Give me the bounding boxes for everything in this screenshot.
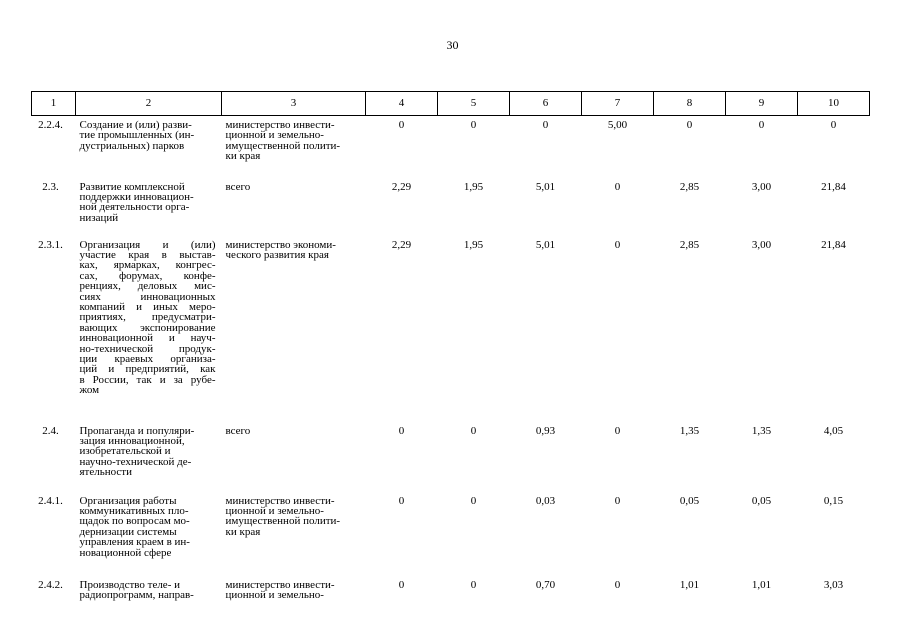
text-line: но-технической продук- — [79, 342, 216, 355]
header-cell-10: 10 — [798, 92, 870, 116]
row-value-col-5: 0 — [470, 494, 477, 507]
program-table — [31, 91, 870, 626]
text-line: ках, ярмарках, конгрес- — [79, 259, 216, 272]
text-line: дернизации системы — [79, 525, 177, 538]
row-value-col-4: 2,29 — [391, 180, 412, 193]
text-line: всего — [225, 180, 251, 193]
header-cell-4: 4 — [366, 92, 438, 116]
text-line: в России, так и за рубе- — [79, 373, 216, 386]
text-line: радиопрограмм, направ- — [79, 588, 194, 601]
text-line: вающих экспонирование — [79, 321, 216, 334]
text-line: дустриальных) парков — [79, 139, 185, 152]
text-line: министерство экономи- — [225, 238, 336, 251]
text-line: ятельности — [79, 466, 132, 479]
text-line: ной деятельности орга- — [79, 201, 190, 214]
row-value-col-4: 0 — [398, 424, 405, 437]
header-cell-5: 5 — [438, 92, 510, 116]
row-value-col-10: 0,15 — [823, 494, 844, 507]
row-responsible — [222, 422, 366, 492]
row-value-col-9: 0 — [758, 119, 765, 131]
text-line: зация инновационной, — [79, 434, 185, 447]
text-line: щадок по вопросам мо- — [79, 515, 190, 528]
header-cell-8: 8 — [654, 92, 726, 116]
row-value-col-9: 3,00 — [751, 238, 772, 251]
row-value-col-6: 0,93 — [535, 424, 556, 437]
text-line: компаний и иных меро- — [79, 300, 216, 313]
text-line: тие промышленных (ин- — [79, 129, 195, 142]
text-line: сиях инновационных — [79, 290, 216, 303]
row-value-col-10: 21,84 — [821, 238, 846, 251]
text-line: имущественной полити- — [225, 515, 341, 528]
row-value-col-6: 0,03 — [535, 494, 556, 507]
row-value-col-4: 0 — [398, 119, 405, 131]
text-line: низаций — [79, 211, 119, 224]
row-value-col-5: 1,95 — [463, 238, 484, 251]
row-code: 2.4.1. — [38, 494, 63, 507]
table-row — [32, 422, 870, 492]
row-value-col-4: 0 — [398, 494, 405, 507]
text-line: ции краевых организа- — [79, 352, 216, 365]
row-value-col-6: 0 — [542, 119, 549, 131]
row-value-col-10: 3,03 — [823, 578, 844, 591]
text-line: ционной и земельно- — [225, 588, 324, 601]
row-value-col-9: 1,01 — [751, 578, 772, 591]
row-value-col-7: 0 — [614, 424, 621, 437]
text-line: управления краем в ин- — [79, 536, 190, 549]
text-line: ционной и земельно- — [225, 129, 324, 142]
header-cell-2: 2 — [76, 92, 222, 116]
row-value-col-10: 21,84 — [821, 180, 846, 193]
text-line: коммуникативных пло- — [79, 504, 189, 517]
row-code: 2.3.1. — [38, 238, 63, 251]
row-value-col-4: 0 — [398, 578, 405, 591]
header-cell-1: 1 — [32, 92, 76, 116]
header-cell-6: 6 — [510, 92, 582, 116]
table-row — [32, 178, 870, 236]
text-line: научно-технической де- — [79, 455, 192, 468]
table-row — [32, 116, 870, 178]
text-line: приятиях, предусматри- — [79, 311, 216, 324]
header-row — [32, 92, 870, 116]
header-cell-9: 9 — [726, 92, 798, 116]
text-line: жом — [79, 384, 100, 397]
text-line: сах, форумах, конфе- — [79, 269, 216, 282]
table-row — [32, 576, 870, 626]
text-line: поддержки инновацион- — [79, 190, 194, 203]
row-value-col-4: 2,29 — [391, 238, 412, 251]
text-line: ционной и земельно- — [225, 504, 324, 517]
row-name — [76, 576, 222, 626]
row-value-col-7: 0 — [614, 238, 621, 251]
table-row — [32, 236, 870, 422]
row-value-col-6: 5,01 — [535, 180, 556, 193]
row-responsible — [222, 492, 366, 576]
row-responsible — [222, 576, 366, 626]
row-value-col-9: 1,35 — [751, 424, 772, 437]
row-name — [76, 178, 222, 236]
table-row — [32, 492, 870, 576]
text-line: Организация и (или) — [79, 238, 216, 251]
text-line: ренциях, деловых мис- — [79, 280, 216, 293]
row-value-col-8: 2,85 — [679, 238, 700, 251]
row-name — [76, 116, 222, 178]
text-line: ки края — [225, 150, 261, 163]
text-line: ций и предприятий, как — [79, 363, 216, 376]
text-line: всего — [225, 424, 251, 437]
row-name — [76, 422, 222, 492]
row-value-col-8: 1,01 — [679, 578, 700, 591]
text-line: новационной сфере — [79, 546, 172, 559]
header-cell-3: 3 — [222, 92, 366, 116]
row-value-col-5: 1,95 — [463, 180, 484, 193]
row-responsible — [222, 236, 366, 422]
text-line: Развитие комплексной — [79, 180, 185, 193]
row-code: 2.3. — [42, 180, 59, 193]
text-line: министерство инвести- — [225, 119, 335, 131]
text-line: Организация работы — [79, 494, 177, 507]
row-code: 2.2.4. — [38, 119, 63, 131]
row-value-col-10: 4,05 — [823, 424, 844, 437]
text-line: Производство теле- и — [79, 578, 180, 591]
row-value-col-5: 0 — [470, 424, 477, 437]
row-code: 2.4.2. — [38, 578, 63, 591]
row-name — [76, 236, 222, 422]
header-cell-7: 7 — [582, 92, 654, 116]
row-responsible — [222, 116, 366, 178]
row-code: 2.4. — [42, 424, 59, 437]
text-line: Создание и (или) разви- — [79, 119, 192, 131]
row-value-col-8: 2,85 — [679, 180, 700, 193]
row-value-col-5: 0 — [470, 119, 477, 131]
row-value-col-7: 0 — [614, 494, 621, 507]
text-line: Пропаганда и популяри- — [79, 424, 195, 437]
row-value-col-7: 0 — [614, 578, 621, 591]
row-responsible — [222, 178, 366, 236]
row-value-col-9: 0,05 — [751, 494, 772, 507]
text-line: инновационной и науч- — [79, 332, 216, 345]
text-line: ческого развития края — [225, 248, 329, 261]
row-value-col-6: 0,70 — [535, 578, 556, 591]
row-name — [76, 492, 222, 576]
row-value-col-8: 0 — [686, 119, 693, 131]
row-value-col-9: 3,00 — [751, 180, 772, 193]
text-line: министерство инвести- — [225, 494, 335, 507]
row-value-col-7: 0 — [614, 180, 621, 193]
text-line: изобретательской и — [79, 445, 171, 458]
row-value-col-8: 0,05 — [679, 494, 700, 507]
text-line: участие края в выстав- — [79, 248, 216, 261]
row-value-col-5: 0 — [470, 578, 477, 591]
row-value-col-10: 0 — [830, 119, 837, 131]
row-value-col-6: 5,01 — [535, 238, 556, 251]
text-line: имущественной полити- — [225, 139, 341, 152]
text-line: министерство инвести- — [225, 578, 335, 591]
row-value-col-7: 5,00 — [607, 119, 628, 131]
row-value-col-8: 1,35 — [679, 424, 700, 437]
page-number: 30 — [446, 38, 459, 52]
text-line: ки края — [225, 525, 261, 538]
